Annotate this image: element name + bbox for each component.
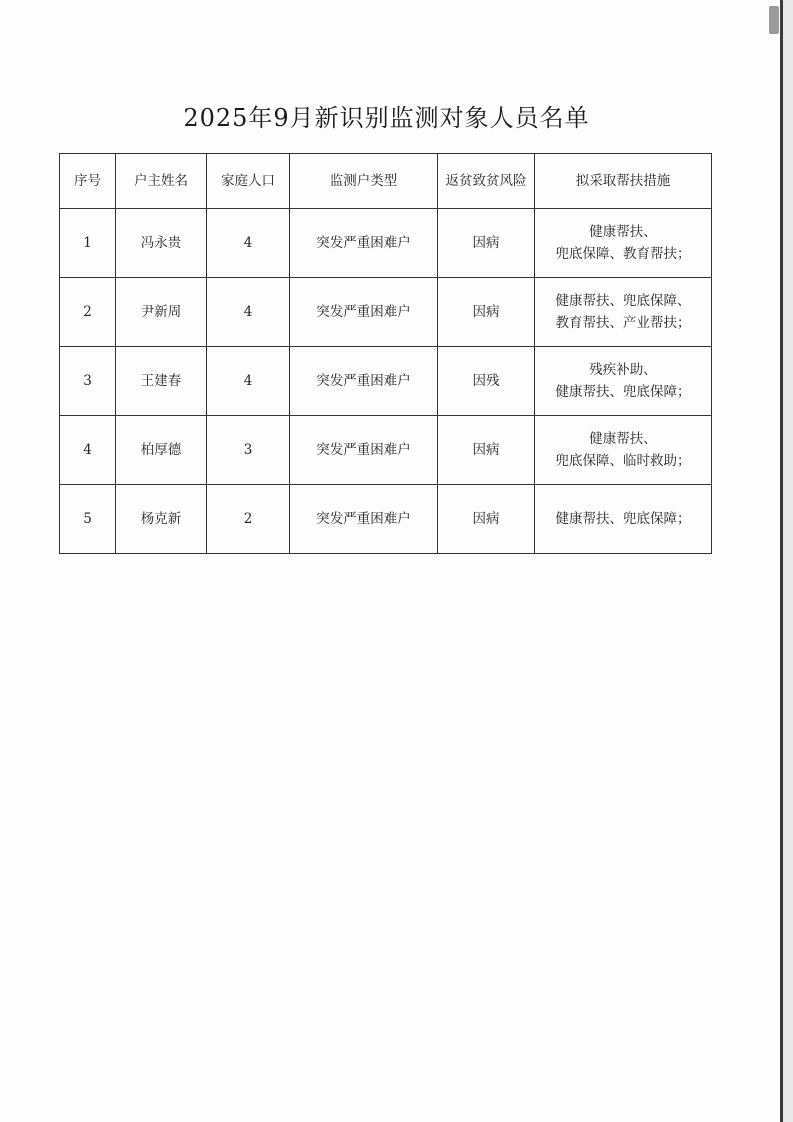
cell-assistance-measures xyxy=(535,209,712,278)
cell-poverty-risk: 因病 xyxy=(438,209,535,278)
cell-assistance-measures xyxy=(535,278,712,347)
scan-corner-mark xyxy=(769,6,779,34)
header-assistance-measures: 拟采取帮扶措施 xyxy=(535,154,712,209)
header-family-size: 家庭人口 xyxy=(207,154,290,209)
cell-family-size: 3 xyxy=(207,416,290,485)
header-householder-name: 户主姓名 xyxy=(116,154,207,209)
table-row xyxy=(60,416,712,485)
cell-household-type: 突发严重困难户 xyxy=(290,485,438,554)
cell-household-type: 突发严重困难户 xyxy=(290,278,438,347)
measure-line: 健康帮扶、兜底保障； xyxy=(555,511,691,527)
cell-poverty-risk: 因残 xyxy=(438,347,535,416)
cell-serial-number: 4 xyxy=(60,416,116,485)
cell-household-type: 突发严重困难户 xyxy=(290,416,438,485)
cell-householder-name: 柏厚德 xyxy=(116,416,207,485)
document-title: 2025年9月新识别监测对象人员名单 xyxy=(183,104,590,132)
page-edge-shadow xyxy=(783,0,793,1122)
header-serial-number: 序号 xyxy=(60,154,116,209)
cell-poverty-risk: 因病 xyxy=(438,416,535,485)
header-poverty-risk: 返贫致贫风险 xyxy=(438,154,535,209)
cell-serial-number: 5 xyxy=(60,485,116,554)
cell-householder-name: 冯永贵 xyxy=(116,209,207,278)
measure-line: 残疾补助、 xyxy=(589,362,657,378)
table-row xyxy=(60,485,712,554)
measure-line: 健康帮扶、兜底保障、 xyxy=(555,293,691,309)
table-row xyxy=(60,209,712,278)
monitoring-roster-table xyxy=(59,153,712,554)
cell-serial-number: 2 xyxy=(60,278,116,347)
measure-line: 兜底保障、临时救助； xyxy=(555,453,691,469)
cell-family-size: 4 xyxy=(207,209,290,278)
cell-family-size: 4 xyxy=(207,347,290,416)
measure-line: 健康帮扶、兜底保障； xyxy=(555,384,691,400)
cell-assistance-measures xyxy=(535,485,712,554)
table-row xyxy=(60,278,712,347)
measure-line: 教育帮扶、产业帮扶； xyxy=(555,315,691,331)
measure-line: 健康帮扶、 xyxy=(589,224,657,240)
cell-serial-number: 3 xyxy=(60,347,116,416)
cell-householder-name: 杨克新 xyxy=(116,485,207,554)
cell-serial-number: 1 xyxy=(60,209,116,278)
cell-family-size: 2 xyxy=(207,485,290,554)
header-household-type: 监测户类型 xyxy=(290,154,438,209)
measure-line: 兜底保障、教育帮扶； xyxy=(555,246,691,262)
cell-household-type: 突发严重困难户 xyxy=(290,209,438,278)
table-row xyxy=(60,347,712,416)
table-header-row xyxy=(60,154,712,209)
cell-family-size: 4 xyxy=(207,278,290,347)
page-edge-line xyxy=(780,0,783,1122)
measure-line: 健康帮扶、 xyxy=(589,431,657,447)
cell-poverty-risk: 因病 xyxy=(438,485,535,554)
cell-householder-name: 王建春 xyxy=(116,347,207,416)
cell-assistance-measures xyxy=(535,347,712,416)
cell-assistance-measures xyxy=(535,416,712,485)
cell-householder-name: 尹新周 xyxy=(116,278,207,347)
cell-household-type: 突发严重困难户 xyxy=(290,347,438,416)
cell-poverty-risk: 因病 xyxy=(438,278,535,347)
